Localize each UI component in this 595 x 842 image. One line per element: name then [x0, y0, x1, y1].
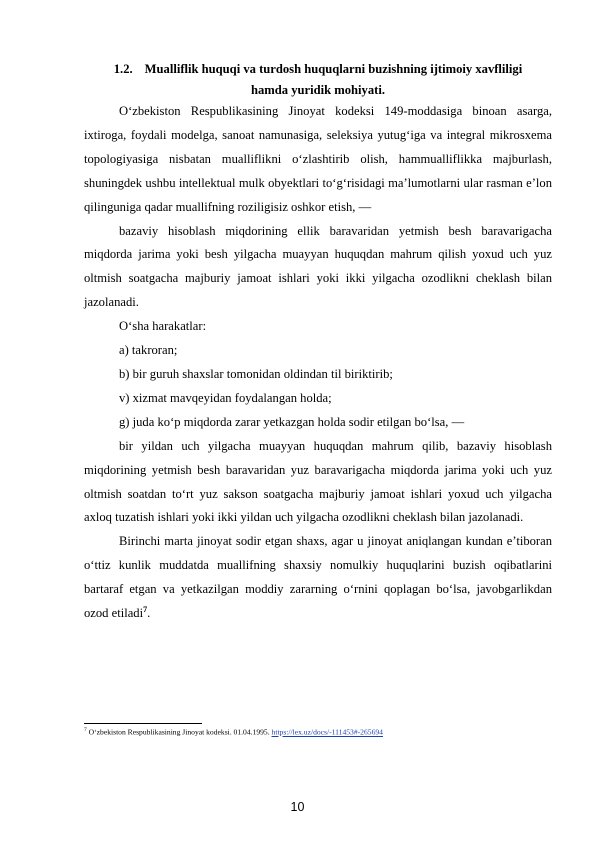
- paragraph-article-intro: O‘zbekiston Respublikasining Jinoyat kodeksi 149-moddasiga binoan asarga, ixtiroga, foydali modelga, sanoat namunasiga, seleksiya yutug‘iga va integral mikrosxema topologiyasiga nisbatan mualliflikni o‘zlashtirib olish, hammualliflikka majburlash, shuningdek ushbu intellektual mulk obyektlari to‘g‘risidagi ma’lumotlarni ular rasman e’lon qilinguniga qadar muallifning roziligisiz oshkor etish, —: [84, 104, 552, 214]
- list-item-g: g) juda ko‘p miqdorda zarar yetkazgan holda sodir etilgan bo‘lsa, —: [119, 414, 465, 429]
- paragraph-exemption: Birinchi marta jinoyat sodir etgan shaxs, agar u jinoyat aniqlangan kundan e’tiboran o‘ttiz kunlik muddatda muallifning shaxsiy nomulkiy huquqlarini buzish oqibatlarini bartaraf etgan va yetkazilgan moddiy zararning o‘rnini qoplagan bo‘lsa, javobgarlikdan ozod etiladi$^7$.: [84, 534, 552, 621]
- section-number: 1.2.: [113, 62, 133, 76]
- footnote-link[interactable]: https://lex.uz/docs/-111453#-265694: [271, 727, 383, 737]
- footnote: [84, 725, 554, 738]
- list-item-a: a) takroran;: [119, 343, 178, 358]
- footnote-number: 7: [84, 727, 87, 733]
- paragraph-exemption-text: Birinchi marta jinoyat sodir etgan shaxs, agar u jinoyat aniqlangan kundan e’tiboran o‘ttiz kunlik muddatda muallifning shaxsiy nomulkiy huquqlarini buzish oqibatlarini bartaraf etgan va yetkazilgan moddiy zararning o‘rnini qoplagan bo‘lsa, javobgarlikdan ozod etiladi: [84, 534, 552, 621]
- body-text: [84, 100, 552, 626]
- paragraph-penalty-2: bir yildan uch yilgacha muayyan huquqdan mahrum qilib, bazaviy hisoblash miqdorining yetmish besh baravaridan yuz baravarigacha miqdorda jarima yoki uch yuz oltmish soatdan to‘rt yuz sakson soatgacha majburiy jamoat ishlari yoxud uch yilgacha axloq tuzatish ishlari yoki ikki yildan uch yilgacha ozodlikni cheklash bilan jazolanadi.: [84, 438, 552, 525]
- paragraph-penalty-1: bazaviy hisoblash miqdorining ellik baravaridan yetmish besh baravarigacha miqdorda jarima yoki besh yilgacha muayyan huquqdan mahrum qilish yoxud uch yuz oltmish soatgacha majburiy jamoat ishlari yoki ikki yilgacha ozodlikni cheklash bilan jazolanadi.: [84, 223, 552, 310]
- section-heading: [84, 59, 552, 101]
- footnote-text: O‘zbekiston Respublikasining Jinoyat kodeksi. 01.04.1995.: [88, 727, 272, 737]
- list-item-b: b) bir guruh shaxslar tomonidan oldindan til biriktirib;: [119, 366, 393, 381]
- section-heading-line1: [84, 59, 552, 80]
- page-number: 10: [290, 800, 305, 814]
- paragraph-same-acts: O‘sha harakatlar:: [119, 319, 207, 334]
- footnote-divider: [84, 723, 202, 724]
- footnote-reference[interactable]: 7: [143, 604, 148, 614]
- section-title-line1: Mualliflik huquqi va turdosh huquqlarni buzishning ijtimoiy xavfliligi: [144, 62, 523, 76]
- section-title-line2: hamda yuridik mohiyati.: [250, 83, 385, 97]
- list-item-v: v) xizmat mavqeyidan foydalangan holda;: [119, 390, 332, 405]
